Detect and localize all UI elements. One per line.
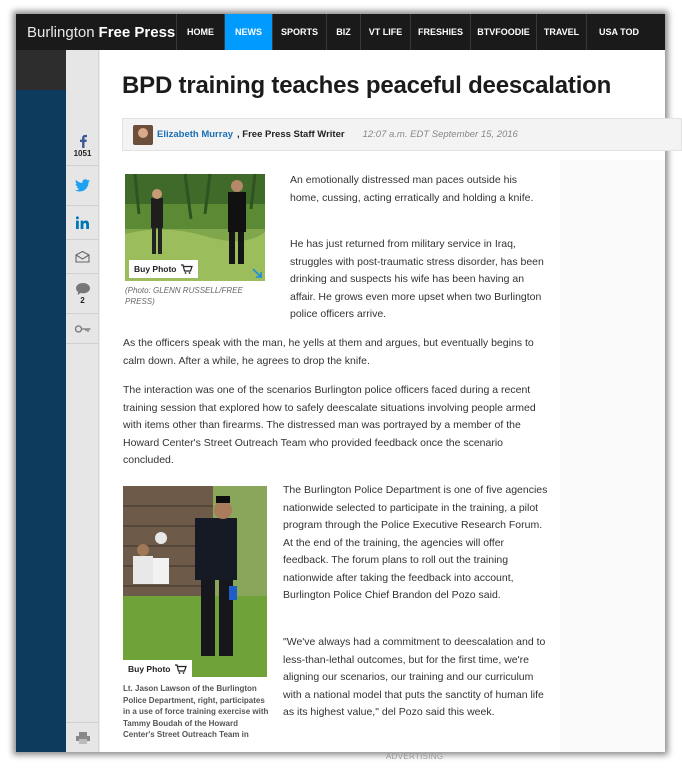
paragraph-4: The interaction was one of the scenarios Burlington police officers faced during a recent training session that explored how to safely deescalate situations involving people armed with items other than firearms. The distressed man was portrayed by a member of the Howard Center's Street Outreach Team who provided feedback once the scenario concluded.	[123, 384, 536, 466]
facebook-icon	[77, 134, 89, 148]
site-logo[interactable]	[16, 14, 176, 50]
share-rail	[66, 50, 99, 752]
author-avatar[interactable]	[133, 125, 153, 145]
article-photo-lt-lawson[interactable]	[123, 486, 267, 677]
facebook-count: 1051	[73, 148, 92, 158]
author-name[interactable]: Elizabeth Murray	[157, 129, 234, 140]
print-icon	[76, 732, 90, 744]
buy-photo-button-1[interactable]	[129, 260, 198, 278]
paragraph-1: An emotionally distressed man paces outside his home, cussing, acting erratically and holding a knife.	[290, 174, 534, 204]
paragraph-5: The Burlington Police Department is one of five agencies nationwide selected to participate in the training, a pilot program through the Police Executive Research Forum. At the end of the training, the agencies will offer feedback. The forum plans to roll out the training nationwide after taking the feedback into account, Burlington Police Chief Brandon del Pozo said.	[283, 484, 548, 601]
twitter-share-button[interactable]	[66, 166, 99, 206]
article	[100, 50, 665, 761]
author-role: , Free Press Staff Writer	[237, 129, 345, 140]
nav-vt-life[interactable]: VT LIFE	[360, 14, 410, 50]
twitter-icon	[75, 179, 90, 192]
buy-photo-label-1: Buy Photo	[134, 264, 177, 274]
nav-home[interactable]: HOME	[176, 14, 224, 50]
photo-1-caption: (Photo: GLENN RUSSELL/FREE PRESS)	[125, 286, 243, 306]
left-column-top	[16, 50, 66, 90]
cart-icon	[181, 264, 193, 274]
nav-biz[interactable]: BIZ	[326, 14, 360, 50]
paragraph-3: As the officers speak with the man, he yells at them and argues, but eventually begins to calm down. After a while, he agrees to drop the knife.	[123, 337, 534, 367]
key-button[interactable]	[66, 314, 99, 344]
nav-travel[interactable]: TRAVEL	[536, 14, 586, 50]
left-column-banner	[16, 90, 66, 752]
timestamp: 12:07 a.m. EDT September 15, 2016	[362, 129, 518, 140]
advertising-label: ADVERTISING	[386, 752, 444, 761]
cart-icon	[175, 664, 187, 674]
nav-freshies[interactable]: FRESHIES	[410, 14, 470, 50]
article-photo-officers-field[interactable]	[125, 174, 265, 281]
byline	[122, 118, 682, 151]
linkedin-icon	[76, 216, 89, 229]
nav-usa-today-label: USA TOD	[599, 27, 640, 37]
brand-bold-text: Free Press	[98, 23, 176, 41]
print-button[interactable]	[66, 722, 99, 752]
nav-usa-today[interactable]	[586, 14, 640, 50]
paragraph-2: He has just returned from military service in Iraq, struggles with post-traumatic stress disorder, has been drinking and suspects his wife has been having an affair. He grows even more upset when two Burlington police officers arrive.	[290, 238, 544, 320]
facebook-share-button[interactable]	[66, 126, 99, 166]
photo-2-caption: Lt. Jason Lawson of the Burlington Police Department, right, participates in a use of force training exercise with Tammy Boudah of the Howard Center's Street Outreach Team in	[123, 684, 269, 739]
nav-btvfoodie[interactable]: BTVFOODIE	[470, 14, 536, 50]
brand-light-text: Burlington	[27, 23, 95, 41]
top-nav	[16, 14, 665, 50]
comment-icon	[76, 283, 90, 295]
expand-icon[interactable]	[252, 268, 262, 278]
photo-lt-lawson-image	[123, 486, 267, 677]
buy-photo-button-2[interactable]	[123, 660, 192, 678]
email-icon	[75, 251, 90, 263]
nav-sports[interactable]: SPORTS	[272, 14, 326, 50]
comments-button[interactable]	[66, 274, 99, 314]
right-column-blank	[560, 160, 665, 752]
buy-photo-label-2: Buy Photo	[128, 664, 171, 674]
email-share-button[interactable]	[66, 240, 99, 274]
browser-page	[16, 14, 665, 761]
nav-news[interactable]: NEWS	[224, 14, 272, 50]
comments-count: 2	[80, 295, 85, 305]
article-headline: BPD training teaches peaceful deescalation	[122, 72, 612, 99]
paragraph-6: "We've always had a commitment to deescalation and to less-than-lethal outcomes, but for the first time, we're aligning our scenarios, our training and our curriculum with a national model that puts the sanctity of human life as its highest value," del Pozo said this week.	[283, 636, 546, 718]
key-icon	[75, 325, 91, 333]
linkedin-share-button[interactable]	[66, 206, 99, 240]
